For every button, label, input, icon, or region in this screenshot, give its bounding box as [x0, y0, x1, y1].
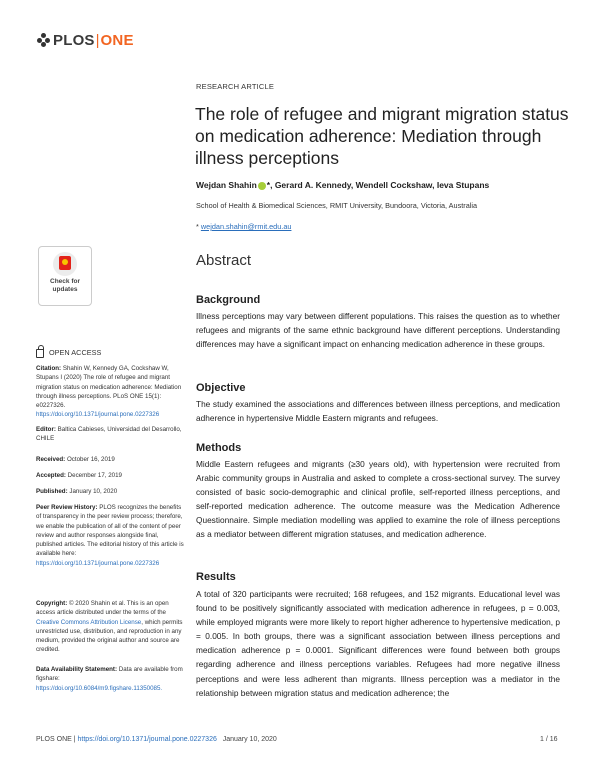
email-prefix: * — [196, 222, 201, 231]
email-link[interactable]: wejdan.shahin@rmit.edu.au — [200, 222, 292, 231]
background-heading: Background — [196, 294, 261, 306]
page-number: 1 / 16 — [540, 736, 558, 743]
copyright-text: © 2020 Shahin et al. This is an open access article distributed under the terms of the — [36, 600, 169, 617]
received-date: October 16, 2019 — [66, 456, 115, 463]
open-lock-icon — [36, 349, 44, 358]
citation-doi-link[interactable]: https://doi.org/10.1371/journal.pone.0227326 — [36, 411, 160, 419]
methods-heading: Methods — [196, 442, 242, 454]
open-access-text: OPEN ACCESS — [49, 348, 102, 357]
published-label: Published: — [36, 488, 68, 495]
abstract-heading: Abstract — [196, 252, 252, 269]
editor-text: Baltica Cabieses, Universidad del Desarrollo, CHILE — [36, 426, 182, 443]
objective-heading: Objective — [196, 382, 246, 394]
peer-review-doi-link[interactable]: https://doi.org/10.1371/journal.pone.0227326 — [36, 559, 160, 567]
page-footer — [36, 736, 277, 743]
author-first[interactable]: Wejdan Shahin — [196, 180, 257, 190]
footer-journal: PLOS ONE — [36, 736, 72, 743]
orcid-icon[interactable] — [258, 182, 266, 190]
data-availability-text: Data are available from figshare: — [36, 666, 183, 683]
license-link[interactable]: Creative Commons Attribution License — [36, 618, 142, 626]
accepted-date: December 17, 2019 — [67, 472, 123, 479]
figshare-doi-link[interactable]: https://doi.org/10.6084/m9.figshare.11350085. — [36, 684, 163, 692]
peer-review-block — [36, 503, 186, 568]
data-availability-label: Data Availability Statement: — [36, 666, 118, 673]
logo-separator: | — [95, 31, 100, 49]
logo-one-text: ONE — [100, 31, 134, 49]
footer-doi-link[interactable]: https://doi.org/10.1371/journal.pone.0227326 — [77, 736, 217, 743]
copyright-block — [36, 599, 186, 655]
crossmark-icon — [53, 252, 77, 276]
peer-review-text: PLOS recognizes the benefits of transparency in the peer review process; therefore, we enable the publication of all of the content of peer review and author responses alongside final, published articles. The editorial history of this article is available here: — [36, 504, 184, 558]
article-title: The role of refugee and migrant migration status on medication adherence: Mediation through illness perceptions — [195, 104, 569, 168]
published-date: January 10, 2020 — [69, 488, 118, 495]
footer-date: January 10, 2020 — [222, 736, 277, 743]
plos-logo-icon — [37, 33, 51, 47]
author-others: , Gerard A. Kennedy, Wendell Cockshaw, Ieva Stupans — [270, 180, 490, 190]
copyright-label: Copyright: — [36, 600, 68, 607]
copyright-rest: , which permits unrestricted use, distribution, and reproduction in any medium, provided the original author and source are credited. — [36, 618, 183, 654]
peer-review-label: Peer Review History: — [36, 504, 98, 511]
affiliation: School of Health & Biomedical Sciences, RMIT University, Bundoora, Victoria, Australia — [196, 201, 478, 210]
methods-text: Middle Eastern refugees and migrants (≥30 years old), with hypertension were recruited from Arabic community groups in Australia and asked to complete a cross-sectional survey. The survey consisted of basic socio-demographic and clinical profile, self-reported illness perceptions, and self-reported medication adherence. The outcome measure was the Medication Adherence Questionnaire. Simple mediation modelling was applied to examine the role of illness perceptions as a mediator between different migration statuses, and medication adherence. — [196, 459, 560, 540]
published-block — [36, 487, 186, 496]
results-heading: Results — [196, 571, 236, 583]
corresponding-email — [196, 222, 291, 231]
check-updates-line1: Check for — [50, 278, 80, 285]
author-list — [196, 180, 489, 190]
citation-block — [36, 364, 186, 420]
article-type: RESEARCH ARTICLE — [196, 82, 275, 91]
citation-text: Shahin W, Kennedy GA, Cockshaw W, Stupans I (2020) The role of refugee and migrant migration status on medication adherence: Mediation through illness perceptions. PLoS ONE 15(1): e0227326. — [36, 365, 182, 410]
open-access-label — [36, 348, 101, 357]
received-label: Received: — [36, 456, 66, 463]
accepted-label: Accepted: — [36, 472, 66, 479]
accepted-block — [36, 471, 186, 480]
background-text: Illness perceptions may vary between different populations. This raises the question as to whether refugees and migrants of the same ethnic background have different perceptions. Understanding differences may have a significant impact on enhancing medication adherence in these groups. — [196, 311, 560, 350]
check-for-updates-badge[interactable] — [38, 246, 92, 306]
editor-block — [36, 425, 186, 444]
editor-label: Editor: — [36, 426, 56, 433]
plos-one-logo[interactable] — [37, 30, 134, 50]
logo-plos-text: PLOS — [53, 31, 95, 49]
objective-text: The study examined the associations and differences between illness perceptions, and medication adherence in hypertensive Middle Eastern migrants and refugees. — [196, 399, 560, 424]
footer-separator: | — [71, 736, 78, 743]
check-updates-line2: updates — [52, 285, 78, 293]
corresponding-mark: * — [266, 180, 271, 190]
data-availability-block — [36, 665, 186, 693]
received-block — [36, 455, 186, 464]
citation-label: Citation: — [36, 365, 62, 372]
results-text: A total of 320 participants were recruited; 168 refugees, and 152 migrants. Educational level was found to be positively significantly associated with medication adherence in refugees, p = 0.003, while employed migrants were more likely to report higher adherence to hypertensive medication, p = 0.005. In both groups, there was a significant association between illness perceptions and medication adherence p = 0.0001. Significant differences were found between both groups regarding adherence and illness perceptions variables. Refugees had more negative illness perceptions and were less adherent than migrants. Illness perception was a mediator in the relationship between migration status and medication adherence; the — [196, 589, 560, 698]
